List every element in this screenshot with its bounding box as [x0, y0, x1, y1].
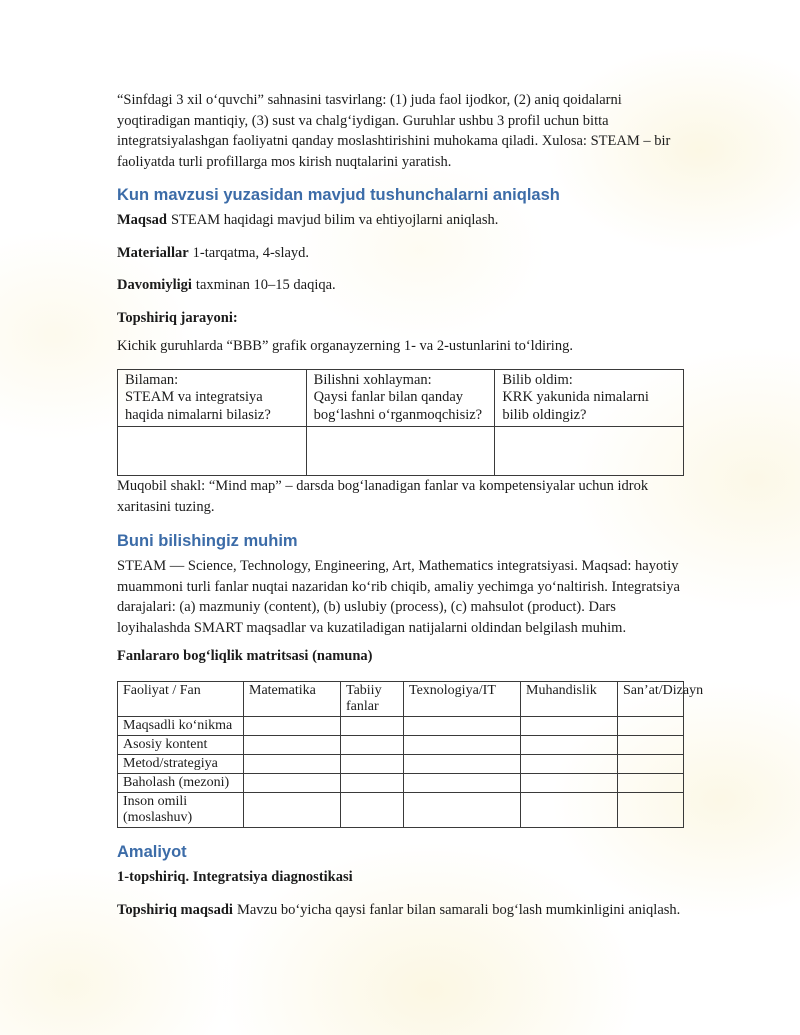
matrix-row-label: Inson omili (moslashuv) [118, 792, 244, 827]
matrix-empty-cell [244, 773, 341, 792]
matrix-empty-cell [244, 754, 341, 773]
matrix-row-label: Asosiy kontent [118, 735, 244, 754]
matrix-table [117, 681, 704, 828]
bbb-col-title: Bilishni xohlayman: [313, 371, 432, 388]
maqsad-label: Maqsad [117, 212, 167, 228]
matrix-empty-cell [244, 735, 341, 754]
matrix-empty-cell [244, 792, 341, 827]
bbb-answer-row [118, 427, 684, 476]
matrix-header-muhandislik: Muhandislik [521, 681, 618, 716]
matrix-row-baholash [118, 773, 684, 792]
bbb-instruction: Kichik guruhlarda “BBB” grafik organayzerning 1- va 2-ustunlarini to‘ldiring. [117, 338, 573, 354]
task-goal-line [117, 900, 684, 921]
bbb-empty-cell [306, 427, 495, 476]
bbb-header-row [118, 369, 684, 427]
matrix-empty-cell [341, 716, 404, 735]
bbb-col-title: Bilib oldim: [502, 371, 573, 388]
muqobil-paragraph: Muqobil shakl: “Mind map” – darsda bog‘lanadigan fanlar va kompetensiyalar uchun idrok xaritasini tuzing. [117, 478, 649, 515]
matrix-empty-cell [618, 773, 684, 792]
bbb-col-question: Qaysi fanlar bilan qanday bog‘lashni o‘rganmoqchisiz? [313, 389, 483, 423]
matrix-empty-cell [404, 716, 521, 735]
matrix-header-faoliyat: Faoliyat / Fan [118, 681, 244, 716]
task-goal-label: Topshiriq maqsadi [117, 902, 233, 918]
matrix-header-matematika: Matematika [244, 681, 341, 716]
matrix-row-maqsadli [118, 716, 684, 735]
materiallar-text: 1-tarqatma, 4-slayd. [192, 244, 310, 261]
steam-paragraph: STEAM — Science, Technology, Engineering, Art, Mathematics integratsiyasi. Maqsad: hayotiy muammoni turli fanlar nuqtai nazaridan ko‘rib chiqib, amaliy yechimga yo‘naltirish. Integratsiya darajalari: (a) mazmuniy (content), (b) uslubiy (process), (c) mahsulot (product). Dars loyihalashda SMART maqsadlar va kuzatiladigan natijalarni oldindan belgilash muhim. [117, 558, 680, 636]
matrix-header-tabiiy: Tabiiy fanlar [341, 681, 404, 716]
bbb-col-question: KRK yakunida nimalarni bilib oldingiz? [502, 389, 649, 423]
matrix-empty-cell [618, 754, 684, 773]
matrix-empty-cell [521, 773, 618, 792]
heading-amaliyot: Amaliyot [117, 842, 187, 861]
matrix-empty-cell [404, 792, 521, 827]
maqsad-line [117, 210, 684, 231]
matrix-row-label: Maqsadli ko‘nikma [118, 716, 244, 735]
matrix-empty-cell [618, 792, 684, 827]
matrix-header-texnologiya: Texnologiya/IT [404, 681, 521, 716]
matrix-empty-cell [341, 773, 404, 792]
bbb-col-title: Bilaman: [125, 371, 179, 388]
matrix-empty-cell [341, 735, 404, 754]
bbb-empty-cell [118, 427, 307, 476]
matrix-empty-cell [244, 716, 341, 735]
matrix-empty-cell [618, 735, 684, 754]
matrix-empty-cell [521, 754, 618, 773]
matrix-header-row [118, 681, 684, 716]
intro-paragraph: “Sinfdagi 3 xil o‘quvchi” sahnasini tasvirlang: (1) juda faol ijodkor, (2) aniq qoidalarni yoqtiradigan mantiqiy, (3) sust va chalg‘iydigan. Guruhlar ushbu 3 profil uchun bitta integratsiyalashgan faoliyatni qanday moslashtirishini muhokama qiladi. Xulosa: STEAM – bir faoliyatda turli profillarga mos kirish nuqtalarini yaratish. [117, 92, 671, 170]
matrix-row-label: Metod/strategiya [118, 754, 244, 773]
matrix-empty-cell [404, 754, 521, 773]
matrix-empty-cell [521, 716, 618, 735]
materiallar-line [117, 243, 684, 264]
heading-kun-mavzusi: Kun mavzusi yuzasidan mavjud tushunchalarni aniqlash [117, 186, 560, 204]
matrix-empty-cell [404, 773, 521, 792]
matrix-empty-cell [618, 716, 684, 735]
bbb-table [117, 369, 684, 477]
matrix-row-label: Baholash (mezoni) [118, 773, 244, 792]
bbb-header-cell-bilaman [118, 369, 307, 427]
matrix-row-kontent [118, 735, 684, 754]
matrix-row-metod [118, 754, 684, 773]
davomiyligi-label: Davomiyligi [117, 277, 192, 293]
matrix-header-sanat: San’at/Dizayn [618, 681, 684, 716]
bbb-header-cell-xohlayman [306, 369, 495, 427]
topshiriq-jarayoni-label: Topshiriq jarayoni: [117, 309, 238, 326]
matrix-empty-cell [521, 792, 618, 827]
materiallar-label: Materiallar [117, 244, 189, 261]
maqsad-text: STEAM haqidagi mavjud bilim va ehtiyojlarni aniqlash. [170, 212, 499, 228]
matrix-title: Fanlararo bog‘liqlik matritsasi (namuna) [117, 648, 373, 664]
davomiyligi-line [117, 275, 684, 296]
heading-bilishingiz: Buni bilishingiz muhim [117, 532, 298, 550]
document-content [117, 90, 704, 933]
bbb-header-cell-oldim [495, 369, 684, 427]
matrix-empty-cell [341, 754, 404, 773]
bbb-empty-cell [495, 427, 684, 476]
matrix-empty-cell [404, 735, 521, 754]
task-goal-text: Mavzu bo‘yicha qaysi fanlar bilan samarali bog‘lash mumkinligini aniqlash. [236, 902, 681, 918]
matrix-empty-cell [521, 735, 618, 754]
matrix-row-inson [118, 792, 684, 827]
task-title: 1-topshiriq. Integratsiya diagnostikasi [117, 868, 353, 885]
bbb-col-question: STEAM va integratsiya haqida nimalarni bilasiz? [125, 389, 271, 423]
matrix-empty-cell [341, 792, 404, 827]
davomiyligi-text: taxminan 10–15 daqiqa. [195, 277, 336, 293]
